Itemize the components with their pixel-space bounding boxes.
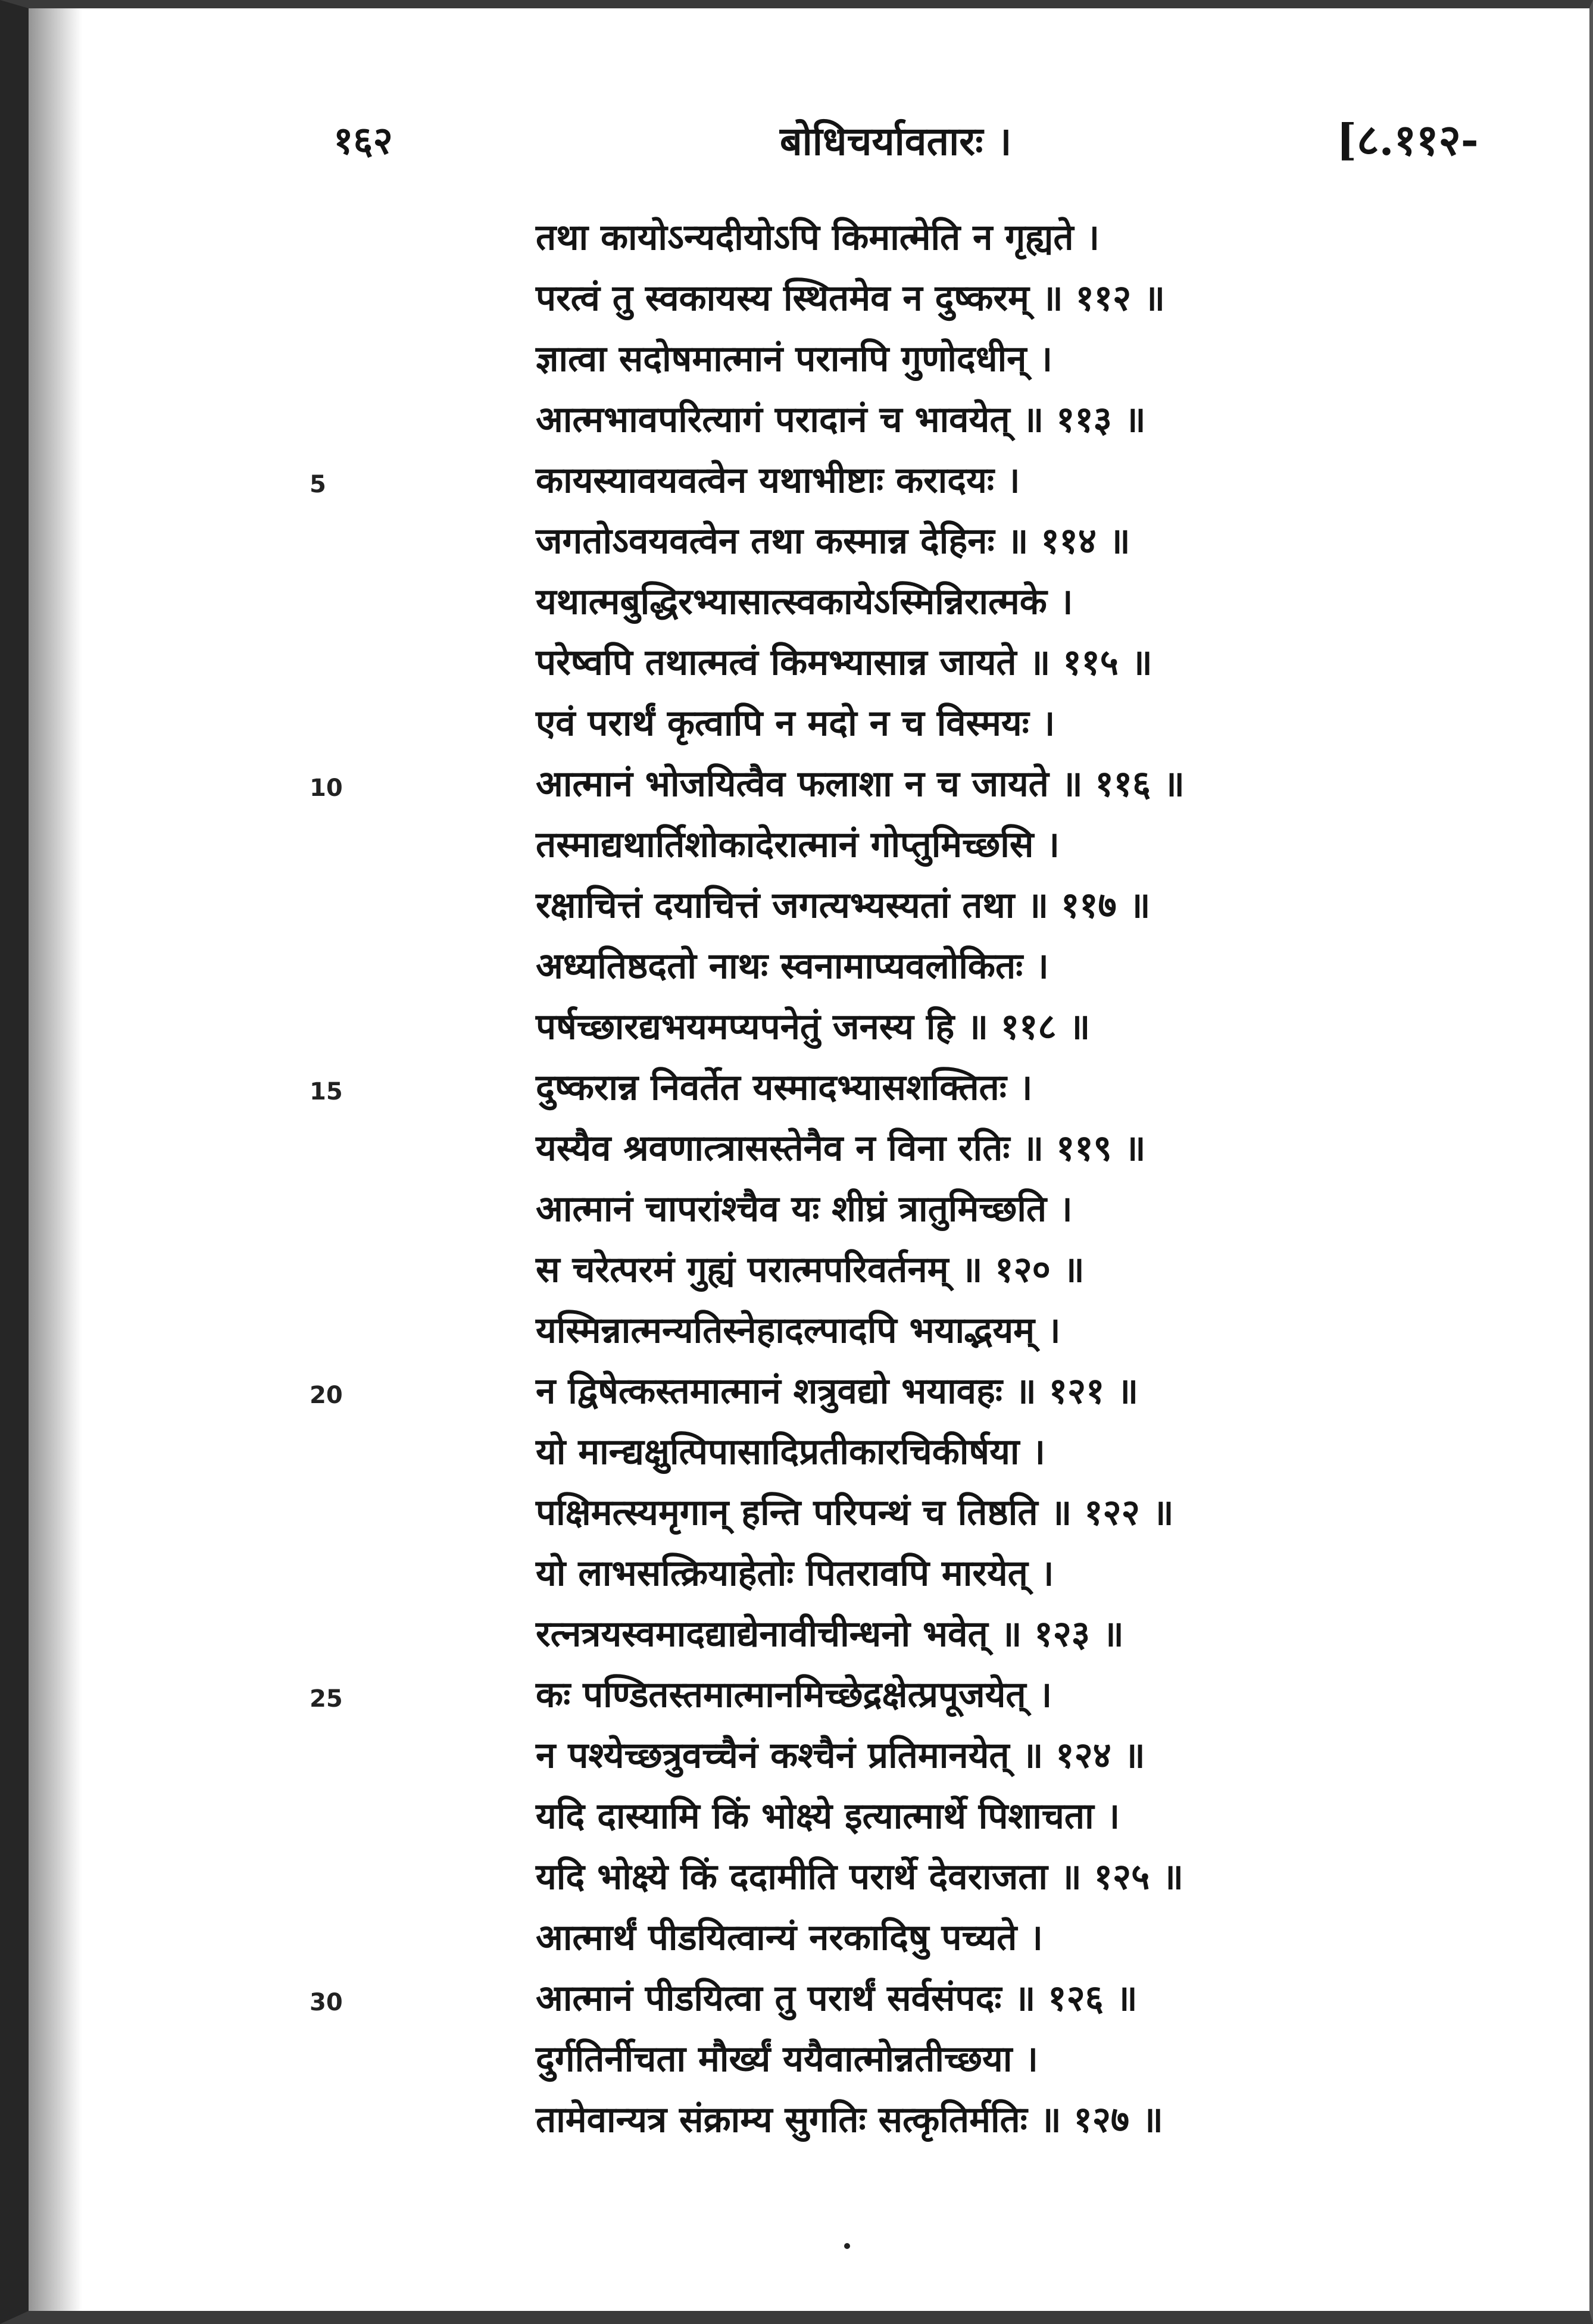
verse-text: ज्ञात्वा सदोषमात्मानं परानपि गुणोदधीन् । <box>536 338 1053 380</box>
verse-text: पर्षच्छारद्यभयमप्यपनेतुं जनस्य हि ॥ ११८ ॥ <box>536 1006 1091 1048</box>
section-reference: [८.११२- <box>1336 114 1479 165</box>
line-number: 20 <box>310 1382 343 1409</box>
verse-line <box>0 1790 1593 1851</box>
verse-line <box>0 272 1593 333</box>
verse-text: न द्विषेत्कस्तमात्मानं शत्रुवद्यो भयावहः ॥ १२१ ॥ <box>536 1370 1139 1412</box>
verse-line <box>0 1122 1593 1183</box>
verse-line <box>0 1061 1593 1122</box>
page-speck <box>844 2243 850 2249</box>
verse-text: कायस्यावयवत्वेन यथाभीष्टाः करादयः । <box>536 460 1020 501</box>
verse-line <box>0 2094 1593 2154</box>
verse-text: तस्माद्यथार्तिशोकादेरात्मानं गोप्तुमिच्छसि । <box>536 824 1060 866</box>
verse-line <box>0 393 1593 454</box>
verse-line <box>0 1486 1593 1547</box>
verse-line <box>0 1547 1593 1608</box>
verse-text: आत्मानं चापरांश्चैव यः शीघ्रं त्रातुमिच्छति । <box>536 1188 1073 1230</box>
page-number: १६२ <box>333 118 393 163</box>
verse-block <box>0 211 1593 2154</box>
verse-text: यदि दास्यामि किं भोक्ष्ये इत्यात्मार्थे पिशाचता । <box>536 1795 1120 1837</box>
verse-line <box>0 1729 1593 1790</box>
page-header <box>0 113 1593 167</box>
verse-text: रक्षाचित्तं दयाचित्तं जगत्यभ्यस्यतां तथा ॥ ११७ ॥ <box>536 885 1151 926</box>
verse-line <box>0 1183 1593 1244</box>
line-number: 15 <box>310 1078 343 1105</box>
verse-line <box>0 758 1593 819</box>
line-number: 5 <box>310 471 326 498</box>
verse-line <box>0 940 1593 1001</box>
verse-text: न पश्येच्छत्रुवच्चैनं कश्चैनं प्रतिमानयेत् ॥ १२४ ॥ <box>536 1735 1145 1776</box>
verse-line <box>0 333 1593 393</box>
verse-text: रत्नत्रयस्वमादद्याद्येनावीचीन्धनो भवेत् ॥ १२३ ॥ <box>536 1613 1124 1655</box>
verse-line <box>0 1669 1593 1729</box>
verse-text: तथा कायोऽन्यदीयोऽपि किमात्मेति न गृह्यते । <box>536 217 1100 258</box>
verse-text: आत्मभावपरित्यागं परादानं च भावयेत् ॥ ११३ ॥ <box>536 399 1146 441</box>
verse-line <box>0 1304 1593 1365</box>
verse-text: यस्यैव श्रवणात्त्रासस्तेनैव न विना रतिः ॥ ११९ ॥ <box>536 1127 1146 1169</box>
verse-text: कः पण्डितस्तमात्मानमिच्छेद्रक्षेत्प्रपूजयेत् । <box>536 1674 1052 1716</box>
verse-line <box>0 1365 1593 1426</box>
line-number: 10 <box>310 774 343 802</box>
verse-text: जगतोऽवयवत्वेन तथा कस्मान्न देहिनः ॥ ११४ ॥ <box>536 520 1130 562</box>
verse-line <box>0 697 1593 758</box>
verse-text: पक्षिमत्स्यमृगान् हन्ति परिपन्थं च तिष्ठति ॥ १२२ ॥ <box>536 1492 1174 1533</box>
line-number: 30 <box>310 1989 343 2016</box>
verse-text: यदि भोक्ष्ये किं ददामीति परार्थे देवराजता ॥ १२५ ॥ <box>536 1856 1184 1898</box>
verse-text: यो लाभसत्क्रियाहेतोः पितरावपि मारयेत् । <box>536 1553 1054 1594</box>
verse-line <box>0 1426 1593 1486</box>
verse-line <box>0 1972 1593 2033</box>
verse-text: दुष्करान्न निवर्तेत यस्मादभ्यासशक्तितः । <box>536 1067 1033 1108</box>
verse-line <box>0 211 1593 272</box>
verse-text: यथात्मबुद्धिरभ्यासात्स्वकायेऽस्मिन्निरात्मके । <box>536 581 1073 623</box>
verse-line <box>0 1608 1593 1669</box>
verse-line <box>0 636 1593 697</box>
verse-text: तामेवान्यत्र संक्राम्य सुगतिः सत्कृतिर्मतिः ॥ १२७ ॥ <box>536 2099 1163 2141</box>
verse-line <box>0 879 1593 940</box>
verse-line <box>0 1851 1593 1911</box>
verse-text: आत्मार्थं पीडयित्वान्यं नरकादिषु पच्यते । <box>536 1917 1043 1958</box>
verse-text: यो मान्द्यक्षुत्पिपासादिप्रतीकारचिकीर्षया । <box>536 1431 1046 1473</box>
verse-text: आत्मानं भोजयित्वैव फलाशा न च जायते ॥ ११६ ॥ <box>536 763 1185 805</box>
verse-text: परत्वं तु स्वकायस्य स्थितमेव न दुष्करम् ॥ ११२ ॥ <box>536 277 1166 319</box>
verse-line <box>0 576 1593 636</box>
verse-line <box>0 454 1593 515</box>
verse-line <box>0 1001 1593 1061</box>
verse-text: परेष्वपि तथात्मत्वं किमभ्यासान्न जायते ॥ ११५ ॥ <box>536 642 1152 683</box>
verse-text: स चरेत्परमं गुह्यं परात्मपरिवर्तनम् ॥ १२० ॥ <box>536 1249 1085 1291</box>
verse-text: दुर्गतिर्नीचता मौर्ख्यं ययैवात्मोन्नतीच्छया । <box>536 2038 1038 2080</box>
verse-line <box>0 819 1593 879</box>
verse-line <box>0 515 1593 576</box>
verse-text: यस्मिन्नात्मन्यतिस्नेहादल्पादपि भयाद्भयम् । <box>536 1310 1061 1351</box>
line-number: 25 <box>310 1685 343 1713</box>
running-title: बोधिचर्यावतारः । <box>780 118 1012 164</box>
verse-text: एवं परार्थं कृत्वापि न मदो न च विस्मयः । <box>536 702 1055 744</box>
verse-text: अध्यतिष्ठदतो नाथः स्वनामाप्यवलोकितः । <box>536 945 1049 987</box>
verse-line <box>0 2033 1593 2094</box>
verse-text: आत्मानं पीडयित्वा तु परार्थं सर्वसंपदः ॥ १२६ ॥ <box>536 1978 1138 2019</box>
verse-line <box>0 1911 1593 1972</box>
verse-line <box>0 1244 1593 1304</box>
